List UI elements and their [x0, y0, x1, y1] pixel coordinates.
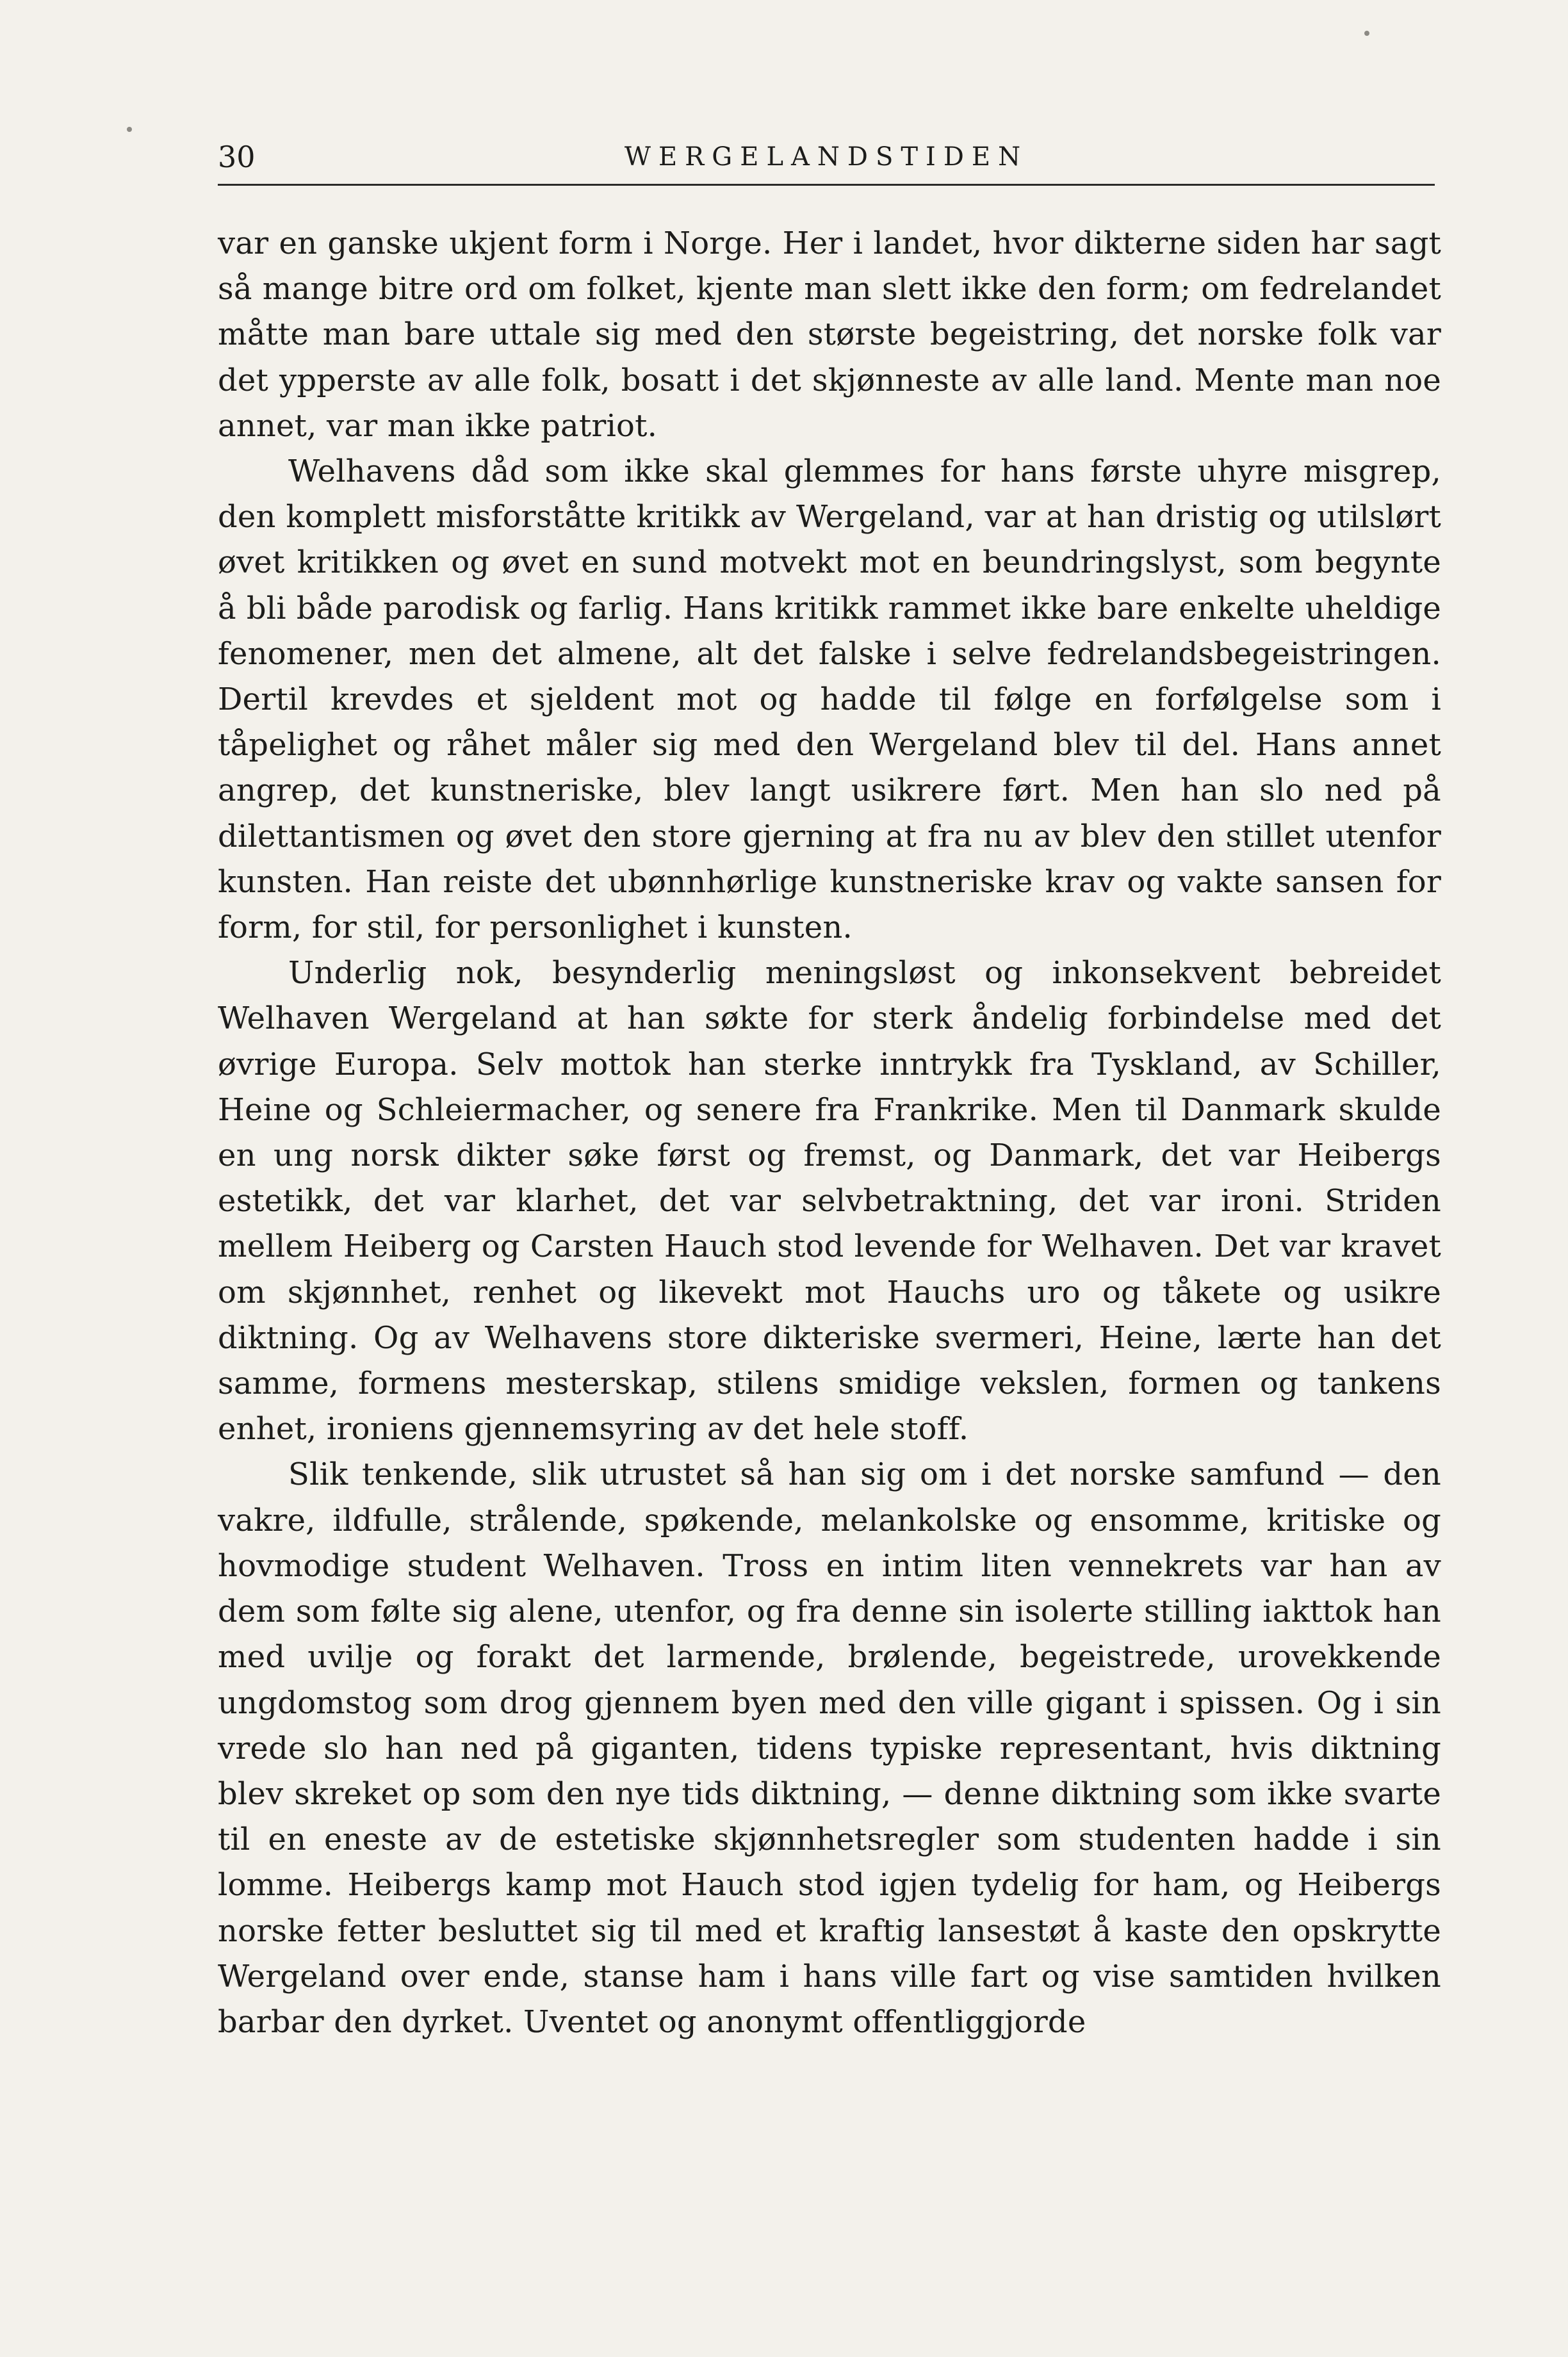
body-text — [218, 221, 1441, 2045]
paragraph-3: Underlig nok, besynderlig meningsløst og inkonsekvent bebreidet Welhaven Wergeland at han søkte for sterk åndelig forbindelse med det øvrige Europa. Selv mottok han sterke inntrykk fra Tyskland, av Schiller, Heine og Schleiermacher, og senere fra Frankrike. Men til Danmark skulde en ung norsk dikter søke først og fremst, og Danmark, det var Heibergs estetikk, det var klarhet, det var selvbetraktning, det var ironi. Striden mellem Heiberg og Carsten Hauch stod levende for Welhaven. Det var kravet om skjønnhet, renhet og likevekt mot Hauchs uro og tåkete og usikre diktning. Og av Welhavens store dikteriske svermeri, Heine, lærte han det samme, formens mesterskap, stilens smidige vekslen, formen og tankens enhet, ironiens gjennemsyring av det hele stoff. — [218, 955, 1441, 1448]
paragraph-4: Slik tenkende, slik utrustet så han sig om i det norske samfund — den vakre, ildfulle, strålende, spøkende, melankolske og ensomme, kritiske og hovmodige student Welhaven. Tross en intim liten vennekrets var han av dem som følte sig alene, utenfor, og fra denne sin isolerte stilling iakttok han med uvilje og forakt det larmende, brølende, begeistrede, urovekkende ungdomstog som drog gjennem byen med den ville gigant i spissen. Og i sin vrede slo han ned på giganten, tidens typiske representant, hvis diktning blev skreket op som den nye tids diktning, — denne diktning som ikke svarte til en eneste av de estetiske skjønnhetsregler som studenten hadde i sin lomme. Heibergs kamp mot Hauch stod igjen tydelig for ham, og Heibergs norske fetter besluttet sig til med et kraftig lansestøt å kaste den opskrytte Wergeland over ende, stanse ham i hans ville fart og vise samtiden hvilken barbar den dyrket. Uventet og anonymt offentliggjorde — [218, 1456, 1441, 2040]
paper-speck-left — [127, 127, 132, 132]
paragraph-2: Welhavens dåd som ikke skal glemmes for hans første uhyre misgrep, den komplett misforståtte kritikk av Wergeland, var at han dristig og utilslørt øvet kritikken og øvet en sund motvekt mot en beundringslyst, som begynte å bli både parodisk og farlig. Hans kritikk rammet ikke bare enkelte uheldige fenomener, men det almene, alt det falske i selve fedrelandsbegeistringen. Dertil krevdes et sjeldent mot og hadde til følge en forfølgelse som i tåpelighet og råhet måler sig med den Wergeland blev til del. Hans annet angrep, det kunstneriske, blev langt usikrere ført. Men han slo ned på dilettantismen og øvet den store gjerning at fra nu av blev den stillet utenfor kunsten. Han reiste det ubønnhørlige kunstneriske krav og vakte sansen for form, for stil, for personlighet i kunsten. — [218, 453, 1441, 946]
paper-speck-right — [1364, 31, 1369, 36]
page-header — [218, 131, 1435, 183]
page-number: 30 — [218, 140, 256, 174]
header-rule — [218, 184, 1435, 186]
running-title: WERGELANDSTIDEN — [624, 142, 1029, 172]
paragraph-1: var en ganske ukjent form i Norge. Her i landet, hvor dikterne siden har sagt så mange bitre ord om folket, kjente man slett ikke den form; om fedrelandet måtte man bare uttale sig med den største begeistring, det norske folk var det ypperste av alle folk, bosatt i det skjønneste av alle land. Mente man noe annet, var man ikke patriot. — [218, 225, 1441, 444]
